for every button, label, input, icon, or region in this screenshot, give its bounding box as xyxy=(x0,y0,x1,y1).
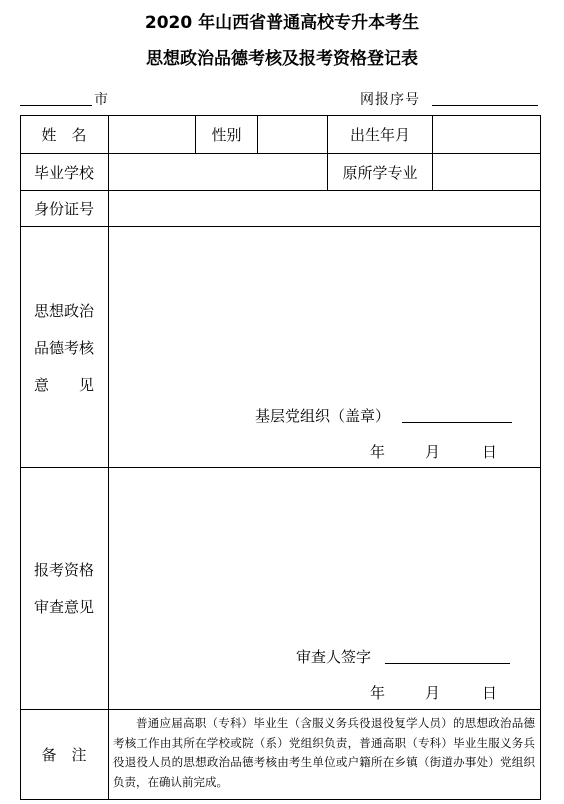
id-label: 身份证号 xyxy=(33,200,94,218)
remarks-text: 普通应届高职（专科）毕业生（含服义务兵役退役复学人员）的思想政治品德考核工作由其所在学校或院（系）党组织负责，普通高职（专科）毕业生服义务兵役退役人员的思想政治品德考核由考生单位或户籍所在乡镇（街道办事处）党组织负责，在确认前完成。 xyxy=(113,716,535,789)
qualification-label-line: 报考资格 xyxy=(33,561,94,579)
moral-opinion-field[interactable] xyxy=(109,227,540,402)
moral-label-line: 意 见 xyxy=(33,376,94,394)
moral-date-year: 年 xyxy=(370,443,386,461)
qualification-date-day: 日 xyxy=(482,684,498,702)
qualification-date-month: 月 xyxy=(425,684,441,702)
birth-field[interactable] xyxy=(433,116,540,153)
remarks-label: 备 注 xyxy=(41,746,87,764)
birth-label: 出生年月 xyxy=(349,126,410,144)
stamp-label: 基层党组织（盖章） xyxy=(255,407,391,425)
form-title-line1: 2020 年山西省普通高校专升本考生 xyxy=(144,13,420,33)
gender-label: 性别 xyxy=(211,126,242,144)
school-field[interactable] xyxy=(109,154,327,190)
stamp-blank[interactable] xyxy=(402,422,512,423)
name-label: 姓 名 xyxy=(41,126,87,144)
qualification-opinion-field[interactable] xyxy=(109,468,540,640)
name-field[interactable] xyxy=(109,116,195,153)
signer-blank[interactable] xyxy=(385,663,510,664)
moral-date-month: 月 xyxy=(425,443,441,461)
gender-field[interactable] xyxy=(258,116,327,153)
serial-label: 网报序号 xyxy=(360,92,420,108)
qualification-date-year: 年 xyxy=(370,684,386,702)
major-field[interactable] xyxy=(433,154,540,190)
signer-label: 审查人签字 xyxy=(296,648,372,666)
city-suffix: 市 xyxy=(94,92,108,108)
form-title-line2: 思想政治品德考核及报考资格登记表 xyxy=(146,49,418,69)
moral-date-day: 日 xyxy=(482,443,498,461)
major-label: 原所学专业 xyxy=(342,163,418,182)
qualification-label-line: 审查意见 xyxy=(33,598,94,616)
moral-section-label xyxy=(20,293,108,404)
qualification-section-label xyxy=(20,552,108,626)
school-label: 毕业学校 xyxy=(33,163,94,182)
moral-label-line: 品德考核 xyxy=(33,339,94,357)
id-field[interactable] xyxy=(109,191,540,226)
moral-label-line: 思想政治 xyxy=(33,302,94,320)
